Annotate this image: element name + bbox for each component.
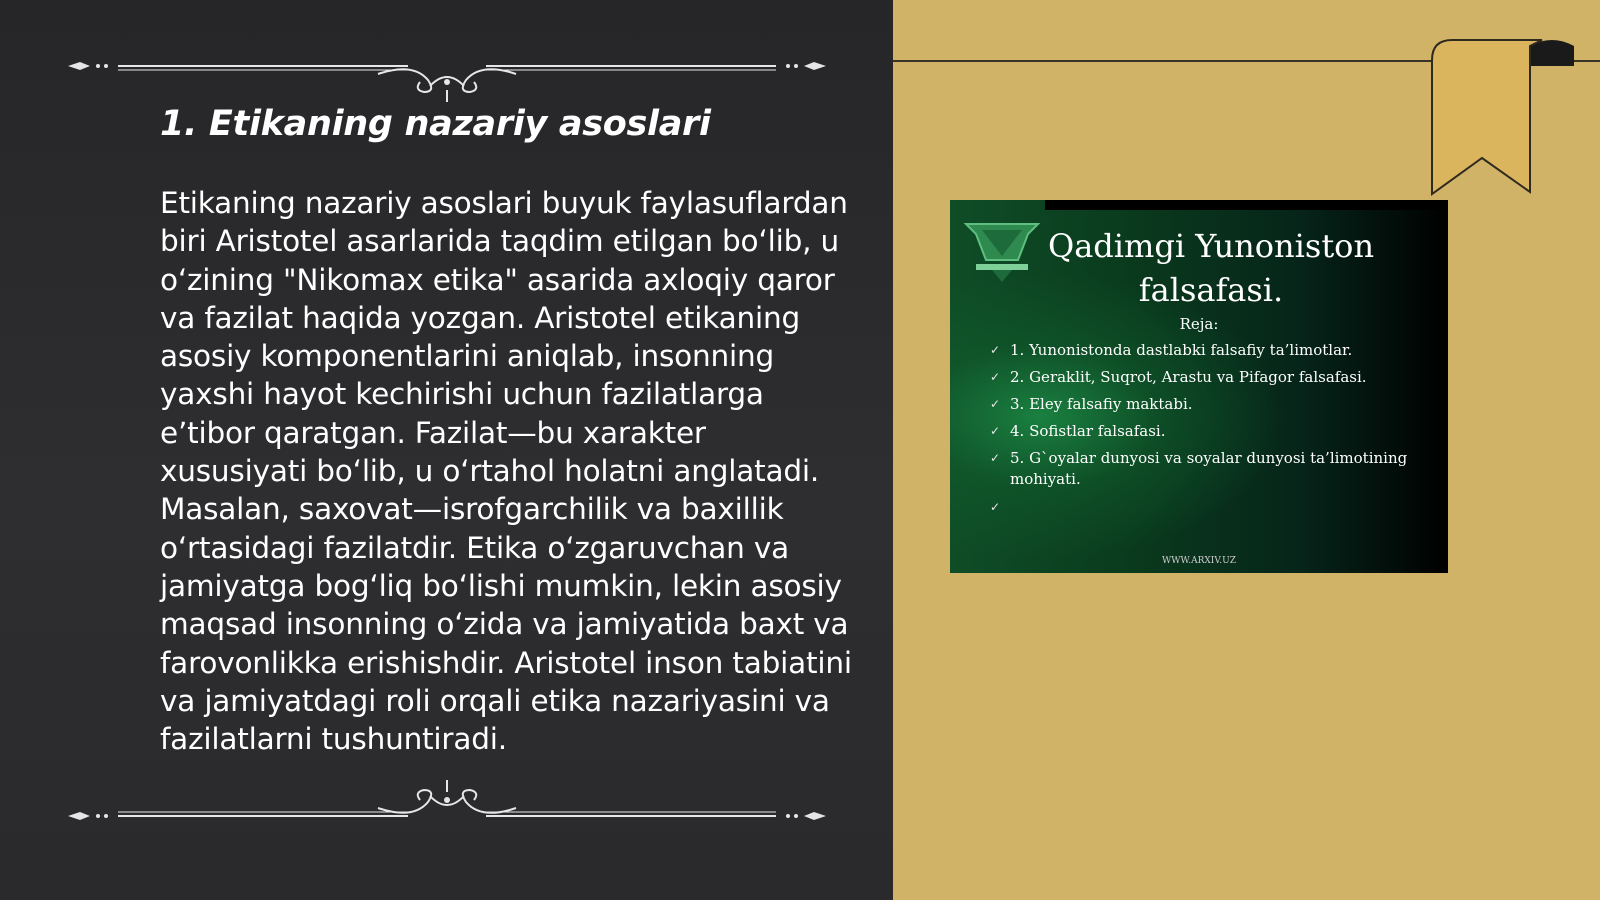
slide-body-text: Etikaning nazariy asoslari buyuk faylasuflardan biri Aristotel asarlarida taqdim etilgan boʻlib, u oʻzining "Nikomax etika" asarida axloqiy qaror va fazilat haqida yozgan. Aristotel etikaning asosiy komponentlarini aniqlab, insonning yaxshi hayot kechirishi uchun fazilatlarga eʼtibor qaratgan. Fazilat—bu xarakter xususiyati boʻlib, u oʻrtahol holatni anglatadi. Masalan, saxovat—isrofgarchilik va baxillik oʻrtasidagi fazilatdir. Etika oʻzgaruvchan va jamiyatga bogʻliq boʻlishi mumkin, lekin asosiy maqsad insonning oʻzida va jamiyatida baxt va farovonlikka erishishdir. Aristotel inson tabiatini va jamiyatdagi roli orqali etika nazariyasini va fazilatlarni tushuntiradi. [160, 186, 852, 757]
ornament-divider-top [68, 56, 826, 102]
thumbnail-subtitle: Reja: [1179, 315, 1219, 333]
thumbnail-top-band [1045, 200, 1448, 210]
checkmark-icon: ✓ [990, 424, 1001, 438]
slide-title: 1. Etikaning nazariy asoslari [160, 104, 711, 144]
checkmark-icon: ✓ [990, 397, 1001, 411]
ornament-divider-bottom [68, 780, 826, 826]
slide-thumbnail-image [950, 200, 1448, 573]
checkmark-icon: ✓ [990, 451, 1001, 465]
list-item: ✓ 5. G`oyalar dunyosi va soyalar dunyosi ta’limotining mohiyati. [990, 449, 1408, 488]
thumbnail-title: Qadimgi Yunoniston falsafasi. [1047, 227, 1375, 309]
list-item: ✓ 2. Geraklit, Suqrot, Arastu va Pifagor falsafasi. [990, 368, 1367, 386]
checkmark-icon: ✓ [990, 370, 1001, 384]
bookmark-ribbon [1430, 34, 1580, 204]
list-item: ✓ 3. Eley falsafiy maktabi. [990, 395, 1193, 413]
list-item: ✓ 4. Sofistlar falsafasi. [990, 422, 1166, 440]
thumbnail-footer: WWW.ARXIV.UZ [1162, 556, 1236, 566]
checkmark-icon: ✓ [990, 343, 1001, 357]
checkmark-icon: ✓ [990, 500, 1001, 514]
list-item: ✓ 1. Yunonistonda dastlabki falsafiy ta’limotlar. [990, 341, 1353, 359]
emblem-icon [962, 220, 1042, 282]
thumbnail-outline-list [990, 340, 1410, 496]
